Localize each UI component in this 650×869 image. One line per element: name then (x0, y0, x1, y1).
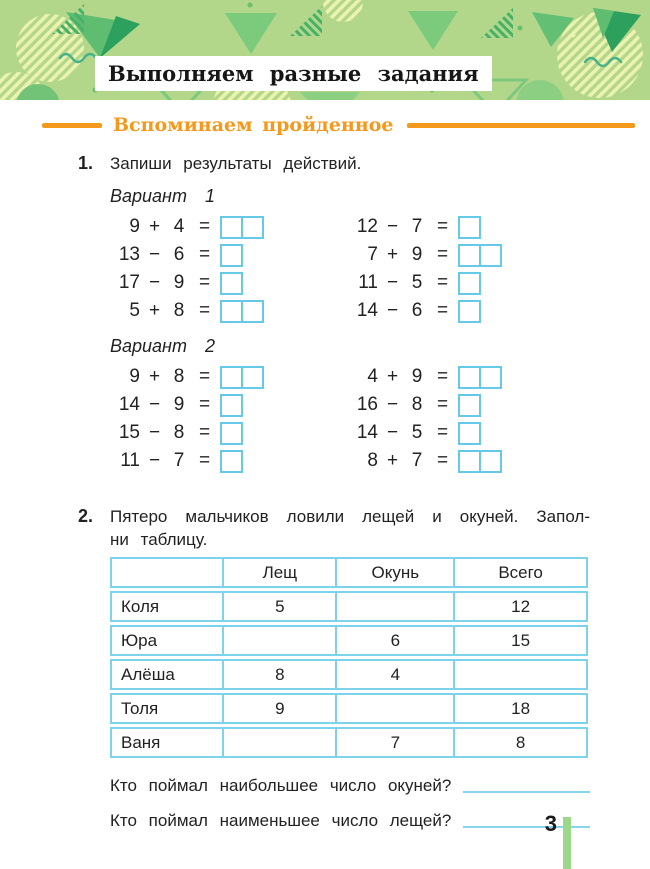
equation-row (348, 419, 590, 447)
answer-boxes[interactable] (458, 422, 481, 445)
equation-row (348, 447, 590, 475)
operand-a: 11 (358, 272, 378, 293)
answer-box[interactable] (220, 244, 243, 267)
answer-box[interactable] (458, 450, 481, 473)
answer-boxes[interactable] (458, 272, 481, 295)
operator: + (386, 366, 399, 387)
equals-sign: = (198, 422, 211, 443)
answer-box[interactable] (220, 366, 243, 389)
variant-1-equations (110, 213, 590, 325)
table-row (110, 693, 588, 724)
equation-row (110, 391, 348, 419)
operand-a: 12 (356, 216, 378, 237)
answer-box[interactable] (458, 422, 481, 445)
operator: − (386, 394, 399, 415)
answer-boxes[interactable] (458, 366, 502, 389)
operand-a: 4 (367, 366, 378, 387)
operator: + (386, 450, 399, 471)
operand-a: 13 (118, 244, 140, 265)
equals-sign: = (436, 422, 449, 443)
cell-value: 8 (224, 659, 337, 690)
equals-sign: = (198, 450, 211, 471)
page-title: Выполняем разные задания (108, 61, 479, 86)
operand-a: 17 (118, 272, 140, 293)
answer-box[interactable] (220, 272, 243, 295)
answer-boxes[interactable] (458, 244, 502, 267)
equation-row (110, 419, 348, 447)
operator: + (148, 366, 161, 387)
cell-name: Алёша (110, 659, 224, 690)
cell-value: 6 (337, 625, 455, 656)
cell-name: Толя (110, 693, 224, 724)
cell-value: 7 (337, 727, 455, 758)
equals-sign: = (436, 366, 449, 387)
equals-sign: = (198, 394, 211, 415)
page-number-bar (563, 817, 571, 869)
section-title: Вспоминаем пройденное (113, 114, 394, 136)
operand-b: 9 (411, 244, 423, 265)
header-cell-perch: Окунь (337, 557, 455, 588)
answer-box[interactable] (458, 216, 481, 239)
operator: − (386, 422, 399, 443)
answer-boxes[interactable] (220, 272, 243, 295)
answer-boxes[interactable] (220, 394, 243, 417)
task-2-prompt-line-1: Пятеро мальчиков ловили лещей и окуней. Запол- (110, 507, 590, 526)
header-cell-name (110, 557, 224, 588)
operand-a: 11 (120, 450, 140, 471)
answer-boxes[interactable] (220, 244, 243, 267)
answer-box[interactable] (241, 366, 264, 389)
operand-b: 8 (173, 422, 185, 443)
cell-blank[interactable] (337, 591, 455, 622)
equation-row (348, 363, 590, 391)
answer-boxes[interactable] (220, 422, 243, 445)
answer-box[interactable] (458, 394, 481, 417)
catch-table (110, 554, 588, 761)
header-cell-bream: Лещ (224, 557, 337, 588)
answer-blank-line[interactable] (463, 826, 590, 828)
equals-sign: = (436, 216, 449, 237)
cell-value: 4 (337, 659, 455, 690)
variant-2-equations (110, 363, 590, 475)
answer-boxes[interactable] (458, 216, 481, 239)
operand-b: 8 (173, 300, 185, 321)
operand-a: 8 (367, 450, 378, 471)
operand-b: 9 (173, 394, 185, 415)
operand-b: 5 (411, 272, 423, 293)
answer-blank-line[interactable] (463, 791, 590, 793)
operand-a: 15 (118, 422, 140, 443)
operator: + (148, 216, 161, 237)
table-header-row (110, 557, 588, 588)
operand-a: 14 (356, 422, 378, 443)
cell-value: 12 (455, 591, 588, 622)
cell-value: 9 (224, 693, 337, 724)
equation-row (348, 297, 590, 325)
answer-box[interactable] (458, 244, 481, 267)
table-row (110, 659, 588, 690)
header-band (0, 0, 650, 100)
operator: − (386, 216, 399, 237)
operand-a: 9 (129, 216, 140, 237)
answer-box[interactable] (220, 394, 243, 417)
equals-sign: = (436, 244, 449, 265)
operator: + (148, 300, 161, 321)
task-1 (0, 152, 650, 475)
cell-name: Юра (110, 625, 224, 656)
answer-box[interactable] (458, 300, 481, 323)
equation-row (110, 269, 348, 297)
page-number: 3 (544, 811, 557, 836)
equation-row (348, 213, 590, 241)
question-line (110, 808, 590, 831)
equals-sign: = (436, 450, 449, 471)
operand-b: 6 (411, 300, 423, 321)
task-2-number: 2. (78, 506, 94, 526)
operand-a: 9 (129, 366, 140, 387)
equation-row (110, 363, 348, 391)
answer-box[interactable] (458, 272, 481, 295)
operand-b: 7 (411, 216, 423, 237)
cell-value: 5 (224, 591, 337, 622)
variant-1-label: Вариант 1 (110, 186, 215, 206)
operand-a: 16 (356, 394, 378, 415)
cell-name: Ваня (110, 727, 224, 758)
operator: − (148, 272, 161, 293)
cell-blank[interactable] (337, 693, 455, 724)
cell-name: Коля (110, 591, 224, 622)
table-row (110, 625, 588, 656)
answer-box[interactable] (241, 300, 264, 323)
equals-sign: = (436, 272, 449, 293)
operand-b: 4 (173, 216, 185, 237)
operator: − (148, 422, 161, 443)
header-cell-total: Всего (455, 557, 588, 588)
answer-boxes[interactable] (458, 450, 502, 473)
operand-a: 5 (129, 300, 140, 321)
equation-row (110, 447, 348, 475)
equation-row (110, 241, 348, 269)
equals-sign: = (198, 244, 211, 265)
cell-value: 18 (455, 693, 588, 724)
task-2 (0, 505, 650, 831)
answer-box[interactable] (220, 216, 243, 239)
answer-boxes[interactable] (220, 366, 264, 389)
equals-sign: = (198, 300, 211, 321)
answer-boxes[interactable] (220, 216, 264, 239)
equation-row (110, 297, 348, 325)
equals-sign: = (436, 394, 449, 415)
answer-boxes[interactable] (220, 450, 243, 473)
operand-b: 8 (411, 394, 423, 415)
task-1-number: 1. (78, 153, 94, 173)
table-row (110, 727, 588, 758)
answer-box[interactable] (479, 244, 502, 267)
operand-b: 6 (173, 244, 185, 265)
operand-a: 14 (356, 300, 378, 321)
section-heading (0, 114, 650, 136)
answer-boxes[interactable] (458, 394, 481, 417)
heading-rule-right (407, 123, 635, 128)
equals-sign: = (198, 216, 211, 237)
cell-blank[interactable] (224, 625, 337, 656)
answer-box[interactable] (220, 422, 243, 445)
task-2-prompt-line-2: ни таблицу. (110, 530, 208, 549)
page-title-box (95, 56, 492, 91)
cell-value: 8 (455, 727, 588, 758)
table-row (110, 591, 588, 622)
cell-blank[interactable] (455, 659, 588, 690)
operator: − (148, 244, 161, 265)
equation-row (110, 213, 348, 241)
operand-b: 7 (411, 450, 423, 471)
operand-b: 7 (173, 450, 185, 471)
task-1-prompt: Запиши результаты действий. (110, 154, 362, 173)
answer-box[interactable] (479, 366, 502, 389)
equation-row (348, 391, 590, 419)
answer-boxes[interactable] (220, 300, 264, 323)
operator: − (148, 394, 161, 415)
question-text: Кто поймал наибольшее число окуней? (110, 776, 452, 795)
cell-value: 15 (455, 625, 588, 656)
answer-box[interactable] (220, 300, 243, 323)
question-line (110, 773, 590, 796)
operator: − (386, 272, 399, 293)
operand-b: 5 (411, 422, 423, 443)
operator: − (386, 300, 399, 321)
equals-sign: = (198, 272, 211, 293)
equation-row (348, 269, 590, 297)
answer-box[interactable] (458, 366, 481, 389)
answer-box[interactable] (479, 450, 502, 473)
operand-b: 9 (411, 366, 423, 387)
variant-2-label: Вариант 2 (110, 336, 215, 356)
heading-rule-left (42, 123, 102, 128)
operand-a: 7 (367, 244, 378, 265)
cell-blank[interactable] (224, 727, 337, 758)
operator: − (148, 450, 161, 471)
equals-sign: = (198, 366, 211, 387)
answer-boxes[interactable] (458, 300, 481, 323)
answer-box[interactable] (241, 216, 264, 239)
equals-sign: = (436, 300, 449, 321)
equation-row (348, 241, 590, 269)
operator: + (386, 244, 399, 265)
operand-a: 14 (118, 394, 140, 415)
answer-box[interactable] (220, 450, 243, 473)
operand-b: 9 (173, 272, 185, 293)
question-text: Кто поймал наименьшее число лещей? (110, 811, 452, 830)
operand-b: 8 (173, 366, 185, 387)
